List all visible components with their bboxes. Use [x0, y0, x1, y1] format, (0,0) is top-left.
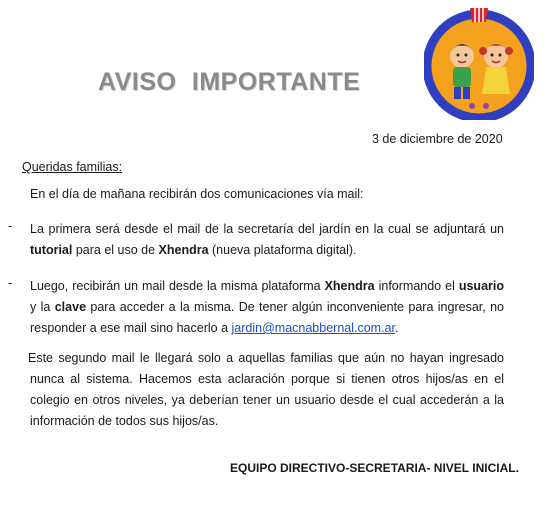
item2-text-h: .: [394, 321, 399, 335]
bullet-2: -: [8, 276, 13, 290]
signature-footer: EQUIPO DIRECTIVO-SECRETARIA- NIVEL INICIAL.: [230, 461, 519, 475]
bullet-1: -: [8, 219, 13, 233]
school-children-logo-icon: [424, 4, 534, 120]
usuario-emphasis: usuario: [458, 279, 504, 293]
intro-paragraph: En el día de mañana recibirán dos comunicaciones vía mail:: [30, 187, 364, 201]
item1-text-c: para el uso de: [72, 243, 159, 257]
greeting: Queridas familias:: [22, 160, 123, 174]
xhendra-emphasis-2: Xhendra: [324, 279, 375, 293]
item2-text-e: y la: [30, 300, 55, 314]
date: 3 de diciembre de 2020: [372, 132, 503, 146]
list-item-2: [30, 276, 504, 339]
closing-paragraph: Este segundo mail le llegará solo a aquellas familias que aún no hayan ingresado nunca al sistema. Hacemos esta aclaración porque si tienen otros hijos/as en el colegio en otros niveles, ya deberían tener un usuario desde el cual accederán a la información de todos sus hijos/as.: [28, 351, 504, 428]
item2-text-a: Luego, recibirán un mail desde la misma plataforma: [30, 279, 325, 293]
tutorial-emphasis: tutorial: [30, 243, 73, 257]
item2-text-c: informando el: [374, 279, 459, 293]
item1-text-a: La primera será desde el mail de la secretaría del jardín en la cual se adjuntará un: [30, 222, 504, 236]
item2-text-g: para acceder a la misma. De tener algún inconveniente para ingresar, no responder a ese mail sino hacerlo a: [30, 300, 504, 335]
email-link[interactable]: jardin@macnabbernal.com.ar: [231, 321, 395, 335]
clave-emphasis: clave: [54, 300, 87, 314]
xhendra-emphasis: Xhendra: [158, 243, 209, 257]
list-item-1: [30, 219, 504, 261]
page-title: AVISO IMPORTANTE: [98, 68, 361, 96]
item1-text-e: (nueva plataforma digital).: [208, 243, 357, 257]
